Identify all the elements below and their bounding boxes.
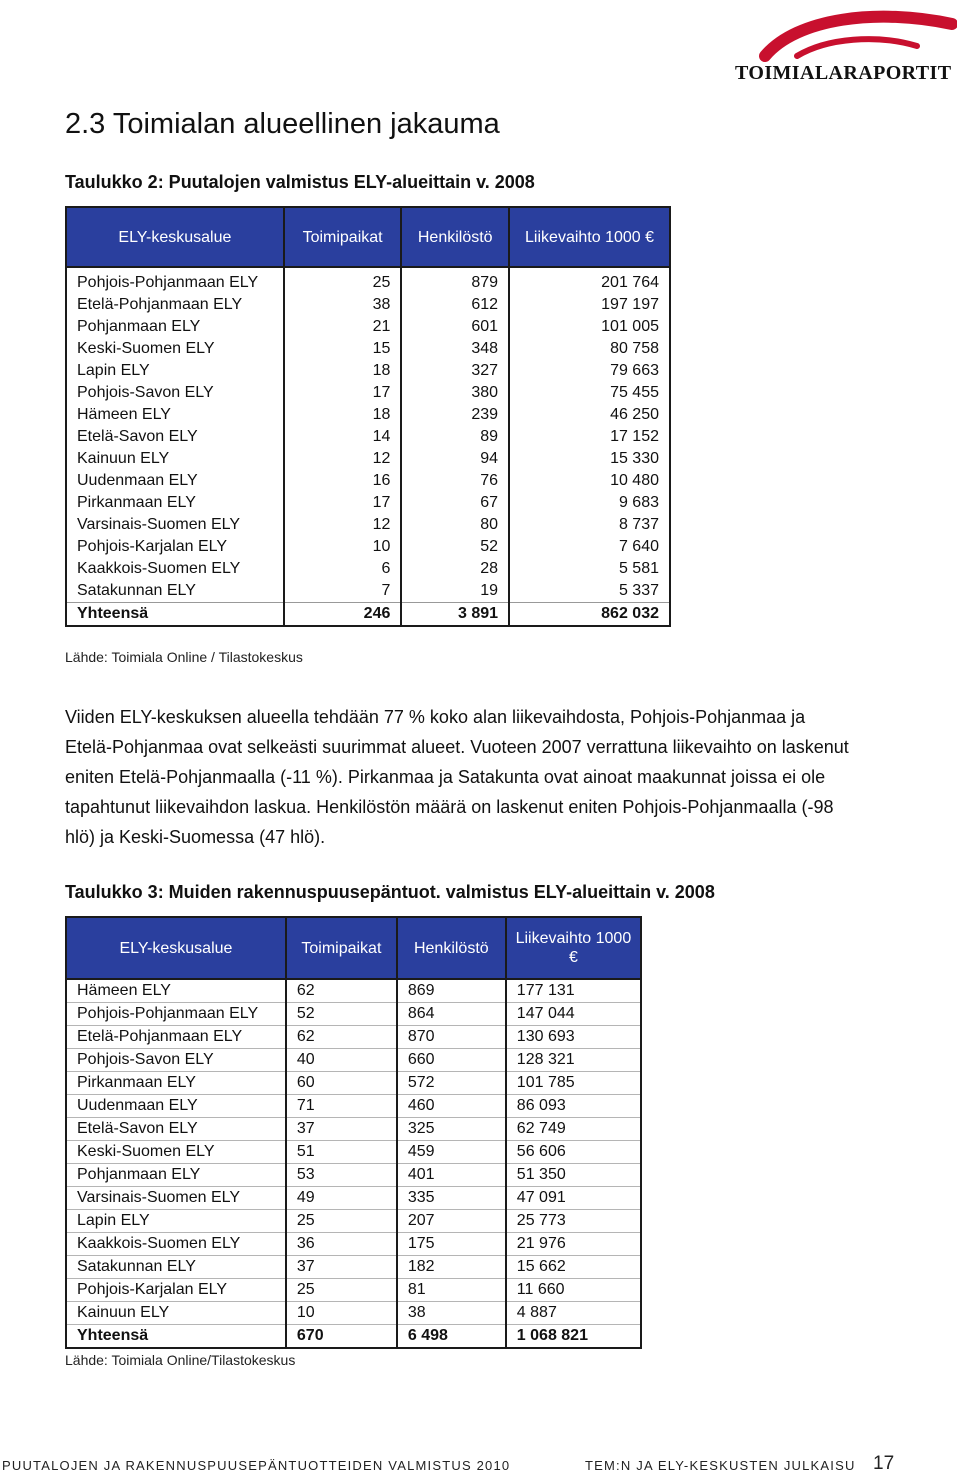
table-cell-value: 80	[401, 514, 509, 536]
table-cell-region: Kainuun ELY	[66, 448, 284, 470]
table-cell-value: 207	[397, 1210, 506, 1233]
table-cell-value: 18	[284, 404, 402, 426]
table-cell-value: 21 976	[506, 1233, 641, 1256]
table-cell-value: 49	[286, 1187, 397, 1210]
table-row	[66, 316, 670, 338]
table2-source: Lähde: Toimiala Online / Tilastokeskus	[65, 649, 303, 665]
table-cell-value: 94	[401, 448, 509, 470]
table-cell-value: 21	[284, 316, 402, 338]
table-cell-value: 15 662	[506, 1256, 641, 1279]
table-cell-value: 7	[284, 580, 402, 603]
table-cell-value: 380	[401, 382, 509, 404]
table-row	[66, 1049, 641, 1072]
table-cell-value: 147 044	[506, 1003, 641, 1026]
column-header-liikevaihto: Liikevaihto 1000 €	[506, 917, 641, 979]
table-cell-value: 182	[397, 1256, 506, 1279]
table-row	[66, 1164, 641, 1187]
table-cell-value: 47 091	[506, 1187, 641, 1210]
table-cell-value: 52	[286, 1003, 397, 1026]
table-cell-value: 460	[397, 1095, 506, 1118]
table-cell-region: Satakunnan ELY	[66, 580, 284, 603]
table-cell-value: 71	[286, 1095, 397, 1118]
table-cell-value: 660	[397, 1049, 506, 1072]
column-header-toimipaikat: Toimipaikat	[286, 917, 397, 979]
table-row	[66, 1095, 641, 1118]
table-cell-region: Varsinais-Suomen ELY	[66, 514, 284, 536]
table-cell-value: 52	[401, 536, 509, 558]
table-cell-value: 177 131	[506, 979, 641, 1003]
table2-caption: Taulukko 2: Puutalojen valmistus ELY-alueittain v. 2008	[65, 172, 535, 192]
table-row	[66, 1118, 641, 1141]
table-cell-value: 3 891	[401, 603, 509, 627]
table-cell-value: 572	[397, 1072, 506, 1095]
table-cell-value: 16	[284, 470, 402, 492]
table-cell-value: 201 764	[509, 267, 670, 294]
table-cell-region: Pirkanmaan ELY	[66, 1072, 286, 1095]
section-title: 2.3 Toimialan alueellinen jakauma	[65, 108, 500, 140]
table-cell-value: 612	[401, 294, 509, 316]
table-row	[66, 536, 670, 558]
table-cell-value: 10	[286, 1302, 397, 1325]
table-cell-value: 62	[286, 979, 397, 1003]
table-cell-value: 80 758	[509, 338, 670, 360]
footer-publisher: TEM:N JA ELY-KESKUSTEN JULKAISU	[585, 1458, 856, 1473]
table-cell-region: Keski-Suomen ELY	[66, 338, 284, 360]
table-row	[66, 294, 670, 316]
table-cell-value: 81	[397, 1279, 506, 1302]
table-cell-value: 348	[401, 338, 509, 360]
column-header-henkilosto: Henkilöstö	[401, 207, 509, 267]
table-cell-value: 62	[286, 1026, 397, 1049]
table-row	[66, 979, 641, 1003]
body-paragraph: Viiden ELY-keskuksen alueella tehdään 77 % koko alan liikevaihdosta, Pohjois-Pohjanmaa ja Etelä-Pohjanmaa ovat selkeästi suurimmat alueet. Vuoteen 2007 verrattuna liikevaihto on laskenut eniten Etelä-Pohjanmaalla (-11 %). Pirkanmaa ja Satakunta ovat ainoat maakunnat joissa ei ole tapahtunut liikevaihdon laskua. Henkilöstön määrä on laskenut eniten Pohjois-Pohjanmaalla (-98 hlö) ja Keski-Suomessa (47 hlö).	[65, 707, 849, 847]
table-total-row	[66, 1325, 641, 1349]
column-header-toimipaikat: Toimipaikat	[284, 207, 402, 267]
table-cell-value: 75 455	[509, 382, 670, 404]
table-row	[66, 492, 670, 514]
table-cell-value: 11 660	[506, 1279, 641, 1302]
table-cell-value: 128 321	[506, 1049, 641, 1072]
table-cell-region: Varsinais-Suomen ELY	[66, 1187, 286, 1210]
table-cell-value: 1 068 821	[506, 1325, 641, 1349]
table-cell-value: 25	[286, 1210, 397, 1233]
table-cell-region: Pohjanmaan ELY	[66, 1164, 286, 1187]
toimialaraportit-logo	[735, 4, 957, 84]
table-cell-region: Yhteensä	[66, 1325, 286, 1349]
logo-arc-icon	[757, 4, 957, 62]
table-row	[66, 448, 670, 470]
table-cell-value: 8 737	[509, 514, 670, 536]
table-row	[66, 1233, 641, 1256]
table-cell-region: Kainuun ELY	[66, 1302, 286, 1325]
table-cell-value: 9 683	[509, 492, 670, 514]
table-cell-region: Kaakkois-Suomen ELY	[66, 1233, 286, 1256]
table-cell-region: Lapin ELY	[66, 360, 284, 382]
table-cell-region: Yhteensä	[66, 603, 284, 627]
table-cell-value: 60	[286, 1072, 397, 1095]
table-cell-value: 864	[397, 1003, 506, 1026]
table-cell-value: 15	[284, 338, 402, 360]
table-row	[66, 1187, 641, 1210]
table-cell-region: Etelä-Savon ELY	[66, 426, 284, 448]
table-cell-value: 401	[397, 1164, 506, 1187]
table-cell-region: Pohjois-Savon ELY	[66, 1049, 286, 1072]
table-cell-value: 25	[286, 1279, 397, 1302]
table-cell-value: 53	[286, 1164, 397, 1187]
footer-publication-title: PUUTALOJEN JA RAKENNUSPUUSEPÄNTUOTTEIDEN VALMISTUS 2010	[2, 1458, 511, 1473]
table-cell-value: 46 250	[509, 404, 670, 426]
table-row	[66, 382, 670, 404]
table-row	[66, 1302, 641, 1325]
table-cell-value: 17	[284, 492, 402, 514]
table-cell-value: 246	[284, 603, 402, 627]
table-row	[66, 514, 670, 536]
table-header-row	[66, 917, 641, 979]
table-total-row	[66, 603, 670, 627]
column-header-ely: ELY-keskusalue	[66, 207, 284, 267]
table-cell-region: Pohjois-Savon ELY	[66, 382, 284, 404]
table-cell-value: 19	[401, 580, 509, 603]
table-cell-region: Uudenmaan ELY	[66, 1095, 286, 1118]
table-row	[66, 1279, 641, 1302]
table-cell-value: 12	[284, 514, 402, 536]
table-cell-region: Pohjois-Karjalan ELY	[66, 1279, 286, 1302]
table-cell-value: 4 887	[506, 1302, 641, 1325]
table-cell-value: 40	[286, 1049, 397, 1072]
table-cell-region: Etelä-Savon ELY	[66, 1118, 286, 1141]
table-cell-value: 670	[286, 1325, 397, 1349]
table-cell-value: 76	[401, 470, 509, 492]
table-row	[66, 1256, 641, 1279]
table-cell-value: 51	[286, 1141, 397, 1164]
table-cell-value: 6	[284, 558, 402, 580]
table-cell-region: Pohjois-Pohjanmaan ELY	[66, 267, 284, 294]
table-cell-value: 38	[397, 1302, 506, 1325]
table-row	[66, 426, 670, 448]
table-cell-region: Etelä-Pohjanmaan ELY	[66, 294, 284, 316]
table-cell-value: 37	[286, 1256, 397, 1279]
table-row	[66, 360, 670, 382]
table-cell-value: 18	[284, 360, 402, 382]
table-cell-region: Lapin ELY	[66, 1210, 286, 1233]
table-cell-value: 14	[284, 426, 402, 448]
logo-wordmark: TOIMIALARAPORTIT	[735, 62, 952, 84]
table-cell-region: Kaakkois-Suomen ELY	[66, 558, 284, 580]
table-cell-value: 601	[401, 316, 509, 338]
table-cell-value: 62 749	[506, 1118, 641, 1141]
table-cell-value: 130 693	[506, 1026, 641, 1049]
table2-puutalojen-valmistus	[65, 206, 671, 627]
table-cell-value: 197 197	[509, 294, 670, 316]
table-cell-value: 86 093	[506, 1095, 641, 1118]
table-row	[66, 338, 670, 360]
table-cell-value: 15 330	[509, 448, 670, 470]
table-cell-value: 239	[401, 404, 509, 426]
table-row	[66, 404, 670, 426]
table-row	[66, 1072, 641, 1095]
table3-body	[66, 979, 641, 1348]
table-cell-value: 37	[286, 1118, 397, 1141]
table3-rakennuspuusepantuot-valmistus	[65, 916, 642, 1349]
table-row	[66, 267, 670, 294]
table-row	[66, 558, 670, 580]
table-cell-value: 6 498	[397, 1325, 506, 1349]
table-cell-region: Pohjanmaan ELY	[66, 316, 284, 338]
table-cell-region: Etelä-Pohjanmaan ELY	[66, 1026, 286, 1049]
table-cell-value: 25	[284, 267, 402, 294]
table-cell-value: 17	[284, 382, 402, 404]
table-cell-value: 101 005	[509, 316, 670, 338]
table3-source: Lähde: Toimiala Online/Tilastokeskus	[65, 1352, 296, 1368]
table-cell-value: 89	[401, 426, 509, 448]
table-cell-value: 67	[401, 492, 509, 514]
table-cell-value: 879	[401, 267, 509, 294]
table-cell-value: 79 663	[509, 360, 670, 382]
table-cell-value: 25 773	[506, 1210, 641, 1233]
table-cell-value: 5 581	[509, 558, 670, 580]
table-cell-value: 56 606	[506, 1141, 641, 1164]
column-header-ely: ELY-keskusalue	[66, 917, 286, 979]
table-cell-region: Hämeen ELY	[66, 979, 286, 1003]
table-cell-region: Pirkanmaan ELY	[66, 492, 284, 514]
table-row	[66, 1210, 641, 1233]
table-cell-region: Satakunnan ELY	[66, 1256, 286, 1279]
table-row	[66, 470, 670, 492]
column-header-henkilosto: Henkilöstö	[397, 917, 506, 979]
table-cell-value: 10 480	[509, 470, 670, 492]
table-row	[66, 1141, 641, 1164]
table-cell-region: Pohjois-Karjalan ELY	[66, 536, 284, 558]
table-cell-value: 17 152	[509, 426, 670, 448]
table-cell-region: Uudenmaan ELY	[66, 470, 284, 492]
table-cell-region: Hämeen ELY	[66, 404, 284, 426]
table-cell-value: 12	[284, 448, 402, 470]
table-cell-value: 7 640	[509, 536, 670, 558]
table-cell-value: 459	[397, 1141, 506, 1164]
table-cell-value: 870	[397, 1026, 506, 1049]
table-cell-value: 327	[401, 360, 509, 382]
table-cell-value: 335	[397, 1187, 506, 1210]
table-cell-region: Pohjois-Pohjanmaan ELY	[66, 1003, 286, 1026]
table-cell-value: 5 337	[509, 580, 670, 603]
table-cell-value: 101 785	[506, 1072, 641, 1095]
table2-body	[66, 267, 670, 626]
page-number: 17	[873, 1453, 895, 1474]
table-cell-region: Keski-Suomen ELY	[66, 1141, 286, 1164]
table-cell-value: 325	[397, 1118, 506, 1141]
table3-caption: Taulukko 3: Muiden rakennuspuusepäntuot. valmistus ELY-alueittain v. 2008	[65, 882, 715, 902]
table-cell-value: 175	[397, 1233, 506, 1256]
table-cell-value: 38	[284, 294, 402, 316]
table-header-row	[66, 207, 670, 267]
table-row	[66, 1026, 641, 1049]
column-header-liikevaihto: Liikevaihto 1000 €	[509, 207, 670, 267]
table-row	[66, 1003, 641, 1026]
table-cell-value: 28	[401, 558, 509, 580]
table-cell-value: 862 032	[509, 603, 670, 627]
table-cell-value: 51 350	[506, 1164, 641, 1187]
table-row	[66, 580, 670, 603]
table-cell-value: 10	[284, 536, 402, 558]
table-cell-value: 36	[286, 1233, 397, 1256]
table-cell-value: 869	[397, 979, 506, 1003]
